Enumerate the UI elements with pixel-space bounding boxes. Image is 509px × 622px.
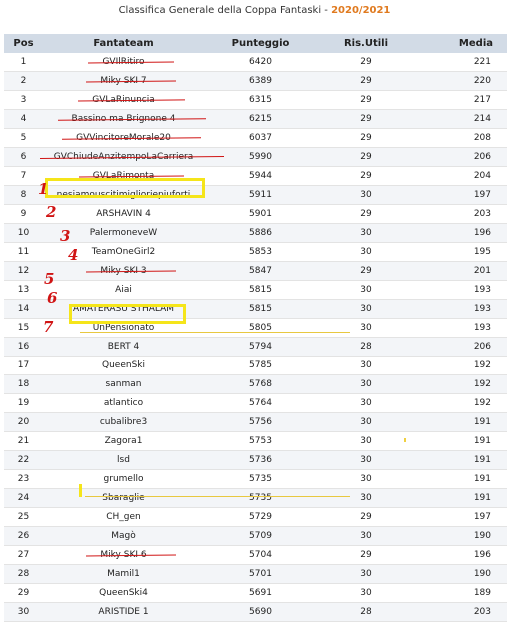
table-row (4, 242, 507, 261)
score-cell: 5886 (204, 223, 317, 242)
handwritten-number-7: 7 (43, 318, 54, 336)
score-cell: 6037 (204, 128, 317, 147)
score-cell: 5701 (204, 565, 317, 584)
team-name: nesiamouscitimiglioriepiuforti (56, 189, 191, 200)
score-cell: 5764 (204, 394, 317, 413)
team-name-cell (43, 546, 204, 565)
ris-utili-cell: 29 (317, 546, 415, 565)
rank-cell: 6 (4, 147, 43, 166)
media-cell: 196 (415, 546, 507, 565)
media-cell: 193 (415, 299, 507, 318)
team-name: Bassino ma Brignone 4 (71, 113, 176, 124)
ris-utili-cell: 30 (317, 413, 415, 432)
table-row (4, 109, 507, 128)
rank-cell: 13 (4, 280, 43, 299)
ris-utili-cell: 28 (317, 337, 415, 356)
yellow-line-row-16 (80, 332, 350, 333)
media-cell: 193 (415, 280, 507, 299)
team-name: atlantico (103, 398, 144, 409)
rank-cell: 12 (4, 261, 43, 280)
team-name-cell (43, 432, 204, 451)
team-name-cell (43, 451, 204, 470)
ris-utili-cell: 30 (317, 375, 415, 394)
media-cell: 192 (415, 375, 507, 394)
rank-cell: 1 (4, 53, 43, 71)
rank-cell: 26 (4, 527, 43, 546)
column-header-ris[interactable]: Ris.Utili (317, 34, 415, 53)
rank-cell: 28 (4, 565, 43, 584)
ris-utili-cell: 30 (317, 432, 415, 451)
ris-utili-cell: 29 (317, 261, 415, 280)
highlight-box-row-15 (69, 304, 186, 324)
ris-utili-cell: 29 (317, 90, 415, 109)
team-name: Zagora1 (104, 436, 143, 447)
highlight-box-row-8 (45, 178, 205, 198)
team-name: ARSHAVIN 4 (96, 208, 151, 219)
team-name-cell (43, 603, 204, 622)
ris-utili-cell: 30 (317, 584, 415, 603)
rank-cell: 21 (4, 432, 43, 451)
team-name: cubalibre3 (99, 417, 148, 428)
media-cell: 203 (415, 204, 507, 223)
team-name-cell (43, 204, 204, 223)
team-name-cell (43, 375, 204, 394)
media-cell: 206 (415, 337, 507, 356)
score-cell: 6315 (204, 90, 317, 109)
rank-cell: 23 (4, 470, 43, 489)
team-name: sanman (105, 379, 142, 390)
team-name-cell (43, 394, 204, 413)
score-cell: 5805 (204, 318, 317, 337)
team-name: grumello (103, 474, 144, 485)
title-text: Classifica Generale della Coppa Fantaski - (118, 5, 332, 16)
table-row (4, 508, 507, 527)
team-name: GVChiudeAnzitempoLaCarriera (53, 151, 194, 162)
table-row (4, 527, 507, 546)
rank-cell: 27 (4, 546, 43, 565)
media-cell: 197 (415, 508, 507, 527)
team-name-cell (43, 71, 204, 90)
team-name: GVLaRimonta (92, 170, 155, 181)
score-cell: 5691 (204, 584, 317, 603)
score-cell: 5735 (204, 489, 317, 508)
season-label: 2020/2021 (331, 5, 391, 16)
score-cell: 5736 (204, 451, 317, 470)
rank-cell: 17 (4, 356, 43, 375)
page-title (0, 5, 509, 16)
score-cell: 5690 (204, 603, 317, 622)
media-cell: 208 (415, 128, 507, 147)
media-cell: 203 (415, 603, 507, 622)
score-cell: 5815 (204, 280, 317, 299)
rank-cell: 2 (4, 71, 43, 90)
yellow-line-row-25 (85, 496, 350, 497)
table-row (4, 546, 507, 565)
team-name: Mamil1 (107, 569, 140, 580)
score-cell: 5911 (204, 185, 317, 204)
media-cell: 195 (415, 242, 507, 261)
score-cell: 6215 (204, 109, 317, 128)
rank-cell: 16 (4, 337, 43, 356)
score-cell: 5785 (204, 356, 317, 375)
table-row (4, 603, 507, 622)
team-name-cell (43, 413, 204, 432)
handwritten-number-4: 4 (68, 246, 79, 264)
media-cell: 190 (415, 565, 507, 584)
media-cell: 217 (415, 90, 507, 109)
rank-cell: 11 (4, 242, 43, 261)
ris-utili-cell: 29 (317, 53, 415, 71)
team-name-cell (43, 261, 204, 280)
team-name: Sbaraglie (102, 493, 145, 504)
team-name: Aiai (115, 284, 132, 295)
table-row (4, 375, 507, 394)
handwritten-number-6: 6 (47, 289, 58, 307)
media-cell: 191 (415, 432, 507, 451)
score-cell: 5729 (204, 508, 317, 527)
media-cell: 190 (415, 527, 507, 546)
rank-cell: 24 (4, 489, 43, 508)
rank-cell: 7 (4, 166, 43, 185)
media-cell: 206 (415, 147, 507, 166)
rank-cell: 30 (4, 603, 43, 622)
rank-cell: 19 (4, 394, 43, 413)
handwritten-number-3: 3 (60, 227, 71, 245)
table-row (4, 90, 507, 109)
table-header-row (4, 34, 507, 53)
score-cell: 5709 (204, 527, 317, 546)
rank-cell: 29 (4, 584, 43, 603)
ris-utili-cell: 30 (317, 280, 415, 299)
ris-utili-cell: 29 (317, 166, 415, 185)
table-row (4, 147, 507, 166)
ris-utili-cell: 30 (317, 565, 415, 584)
table-body (4, 53, 507, 622)
score-cell: 5815 (204, 299, 317, 318)
ris-utili-cell: 30 (317, 394, 415, 413)
ris-utili-cell: 30 (317, 299, 415, 318)
team-name: ARISTIDE 1 (98, 607, 149, 618)
rank-cell: 3 (4, 90, 43, 109)
score-cell: 5794 (204, 337, 317, 356)
ris-utili-cell: 30 (317, 223, 415, 242)
score-cell: 5944 (204, 166, 317, 185)
media-cell: 201 (415, 261, 507, 280)
media-cell: 197 (415, 185, 507, 204)
table-row (4, 451, 507, 470)
team-name-cell (43, 280, 204, 299)
ris-utili-cell: 29 (317, 128, 415, 147)
media-cell: 189 (415, 584, 507, 603)
table-row (4, 128, 507, 147)
rank-cell: 22 (4, 451, 43, 470)
team-name: GVLaRinuncia (92, 94, 155, 105)
score-cell: 5735 (204, 470, 317, 489)
team-name: QueenSki (102, 360, 145, 371)
score-cell: 5853 (204, 242, 317, 261)
column-header-score[interactable]: Punteggio (204, 34, 317, 53)
media-cell: 191 (415, 489, 507, 508)
team-name-cell (43, 565, 204, 584)
team-name: lsd (117, 455, 130, 466)
team-name: AMATERASU STHALAM (72, 303, 175, 314)
yellow-mark (404, 438, 406, 442)
score-cell: 6389 (204, 71, 317, 90)
team-name: Magò (111, 531, 136, 542)
media-cell: 196 (415, 223, 507, 242)
column-header-media[interactable]: Media (415, 34, 507, 53)
ris-utili-cell: 29 (317, 71, 415, 90)
team-name: PalermoneveW (89, 227, 158, 238)
team-name-cell (43, 508, 204, 527)
rank-cell: 20 (4, 413, 43, 432)
rank-cell: 14 (4, 299, 43, 318)
team-name-cell (43, 527, 204, 546)
team-name-cell (43, 53, 204, 71)
rank-cell: 10 (4, 223, 43, 242)
team-name: Miky SKI 3 (100, 265, 147, 276)
score-cell: 6420 (204, 53, 317, 71)
ris-utili-cell: 30 (317, 470, 415, 489)
ris-utili-cell: 30 (317, 356, 415, 375)
table-row (4, 432, 507, 451)
team-name-cell (43, 337, 204, 356)
ris-utili-cell: 30 (317, 489, 415, 508)
rank-cell: 5 (4, 128, 43, 147)
media-cell: 191 (415, 470, 507, 489)
score-cell: 5847 (204, 261, 317, 280)
score-cell: 5756 (204, 413, 317, 432)
table-row (4, 280, 507, 299)
team-name: GVIlRitiro (102, 56, 145, 67)
table-row (4, 356, 507, 375)
team-name-cell (43, 147, 204, 166)
team-name: UnPensionato (92, 322, 155, 333)
media-cell: 221 (415, 53, 507, 71)
team-name: GVVincitoreMorale20 (76, 132, 171, 143)
rank-cell: 15 (4, 318, 43, 337)
column-header-pos[interactable]: Pos (4, 34, 43, 53)
ris-utili-cell: 28 (317, 603, 415, 622)
handwritten-number-2: 2 (46, 203, 57, 221)
table-row (4, 53, 507, 71)
score-cell: 5768 (204, 375, 317, 394)
table-row (4, 223, 507, 242)
rank-cell: 18 (4, 375, 43, 394)
ris-utili-cell: 29 (317, 508, 415, 527)
media-cell: 204 (415, 166, 507, 185)
handwritten-number-5: 5 (44, 270, 55, 288)
ris-utili-cell: 29 (317, 147, 415, 166)
table-row (4, 261, 507, 280)
table-row (4, 565, 507, 584)
ris-utili-cell: 29 (317, 109, 415, 128)
team-name: Miky SKI 7 (100, 75, 147, 86)
table-row (4, 71, 507, 90)
score-cell: 5753 (204, 432, 317, 451)
media-cell: 192 (415, 356, 507, 375)
table-row (4, 204, 507, 223)
rank-cell: 25 (4, 508, 43, 527)
team-name: TeamOneGirl2 (91, 246, 156, 257)
team-name-cell (43, 489, 204, 508)
ris-utili-cell: 29 (317, 204, 415, 223)
team-name-cell (43, 470, 204, 489)
column-header-team[interactable]: Fantateam (43, 34, 204, 53)
ris-utili-cell: 30 (317, 242, 415, 261)
table-row (4, 394, 507, 413)
standings-table (4, 34, 507, 622)
team-name: QueenSki4 (99, 588, 148, 599)
team-name-cell (43, 584, 204, 603)
rank-cell: 8 (4, 185, 43, 204)
rank-cell: 4 (4, 109, 43, 128)
score-cell: 5901 (204, 204, 317, 223)
ris-utili-cell: 30 (317, 451, 415, 470)
team-name-cell (43, 90, 204, 109)
media-cell: 191 (415, 413, 507, 432)
ris-utili-cell: 30 (317, 185, 415, 204)
team-name: CH_gen (106, 512, 141, 523)
ris-utili-cell: 30 (317, 527, 415, 546)
table-row (4, 413, 507, 432)
media-cell: 214 (415, 109, 507, 128)
team-name-cell (43, 109, 204, 128)
media-cell: 192 (415, 394, 507, 413)
team-name-cell (43, 356, 204, 375)
score-cell: 5990 (204, 147, 317, 166)
handwritten-number-1: 1 (38, 180, 49, 198)
team-name-cell (43, 128, 204, 147)
media-cell: 193 (415, 318, 507, 337)
team-name: Miky SKI 6 (100, 550, 147, 561)
score-cell: 5704 (204, 546, 317, 565)
rank-cell: 9 (4, 204, 43, 223)
team-name: BERT 4 (107, 341, 140, 352)
media-cell: 191 (415, 451, 507, 470)
media-cell: 220 (415, 71, 507, 90)
ris-utili-cell: 30 (317, 318, 415, 337)
table-row (4, 584, 507, 603)
table-row (4, 337, 507, 356)
